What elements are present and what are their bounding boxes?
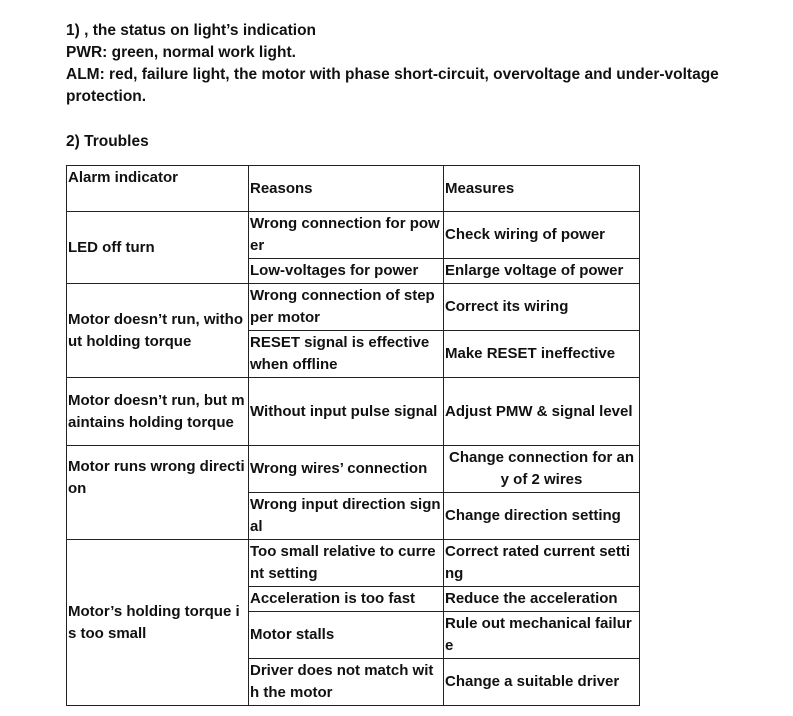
table-row <box>67 378 640 446</box>
alarm-indicator-cell: Motor doesn’t run, but maintains holding torque <box>67 378 249 446</box>
alm-description: ALM: red, failure light, the motor with phase short-circuit, overvoltage and under-voltage protection. <box>66 66 719 105</box>
table-row <box>67 284 640 331</box>
measure-cell: Correct its wiring <box>444 284 640 331</box>
header-alarm-indicator: Alarm indicator <box>67 166 249 212</box>
measure-cell: Adjust PMW & signal level <box>444 378 640 446</box>
reason-cell: Driver does not match with the motor <box>249 659 444 706</box>
reason-cell: Wrong connection of stepper motor <box>249 284 444 331</box>
reason-cell: Wrong connection for power <box>249 212 444 259</box>
reason-cell: Too small relative to current setting <box>249 540 444 587</box>
status-indication-section <box>66 20 766 108</box>
measure-cell: Change connection for any of 2 wires <box>444 446 640 493</box>
header-reasons: Reasons <box>249 166 444 212</box>
measure-cell: Reduce the acceleration <box>444 587 640 612</box>
measure-cell: Make RESET ineffective <box>444 331 640 378</box>
alarm-indicator-cell: Motor’s holding torque is too small <box>67 540 249 706</box>
measure-cell: Enlarge voltage of power <box>444 259 640 284</box>
reason-cell: Wrong input direction signal <box>249 493 444 540</box>
table-header-row <box>67 166 640 212</box>
alarm-indicator-cell: LED off turn <box>67 212 249 284</box>
measure-cell: Change a suitable driver <box>444 659 640 706</box>
reason-cell: Without input pulse signal <box>249 378 444 446</box>
header-measures: Measures <box>444 166 640 212</box>
reason-cell: Low-voltages for power <box>249 259 444 284</box>
reason-cell: Acceleration is too fast <box>249 587 444 612</box>
reason-cell: Wrong wires’ connection <box>249 446 444 493</box>
reason-cell: RESET signal is effective when offline <box>249 331 444 378</box>
alarm-indicator-cell: Motor runs wrong direction <box>67 446 249 540</box>
reason-cell: Motor stalls <box>249 612 444 659</box>
table-row <box>67 540 640 587</box>
troubles-title: 2) Troubles <box>66 133 149 150</box>
pwr-description: PWR: green, normal work light. <box>66 44 296 61</box>
measure-cell: Change direction setting <box>444 493 640 540</box>
measure-cell: Correct rated current setting <box>444 540 640 587</box>
alarm-indicator-cell: Motor doesn’t run, without holding torque <box>67 284 249 378</box>
measure-cell: Rule out mechanical failure <box>444 612 640 659</box>
table-row <box>67 212 640 259</box>
status-heading: 1) , the status on light’s indication <box>66 22 317 39</box>
table-row <box>67 446 640 493</box>
measure-cell: Check wiring of power <box>444 212 640 259</box>
troubles-table <box>66 165 640 706</box>
